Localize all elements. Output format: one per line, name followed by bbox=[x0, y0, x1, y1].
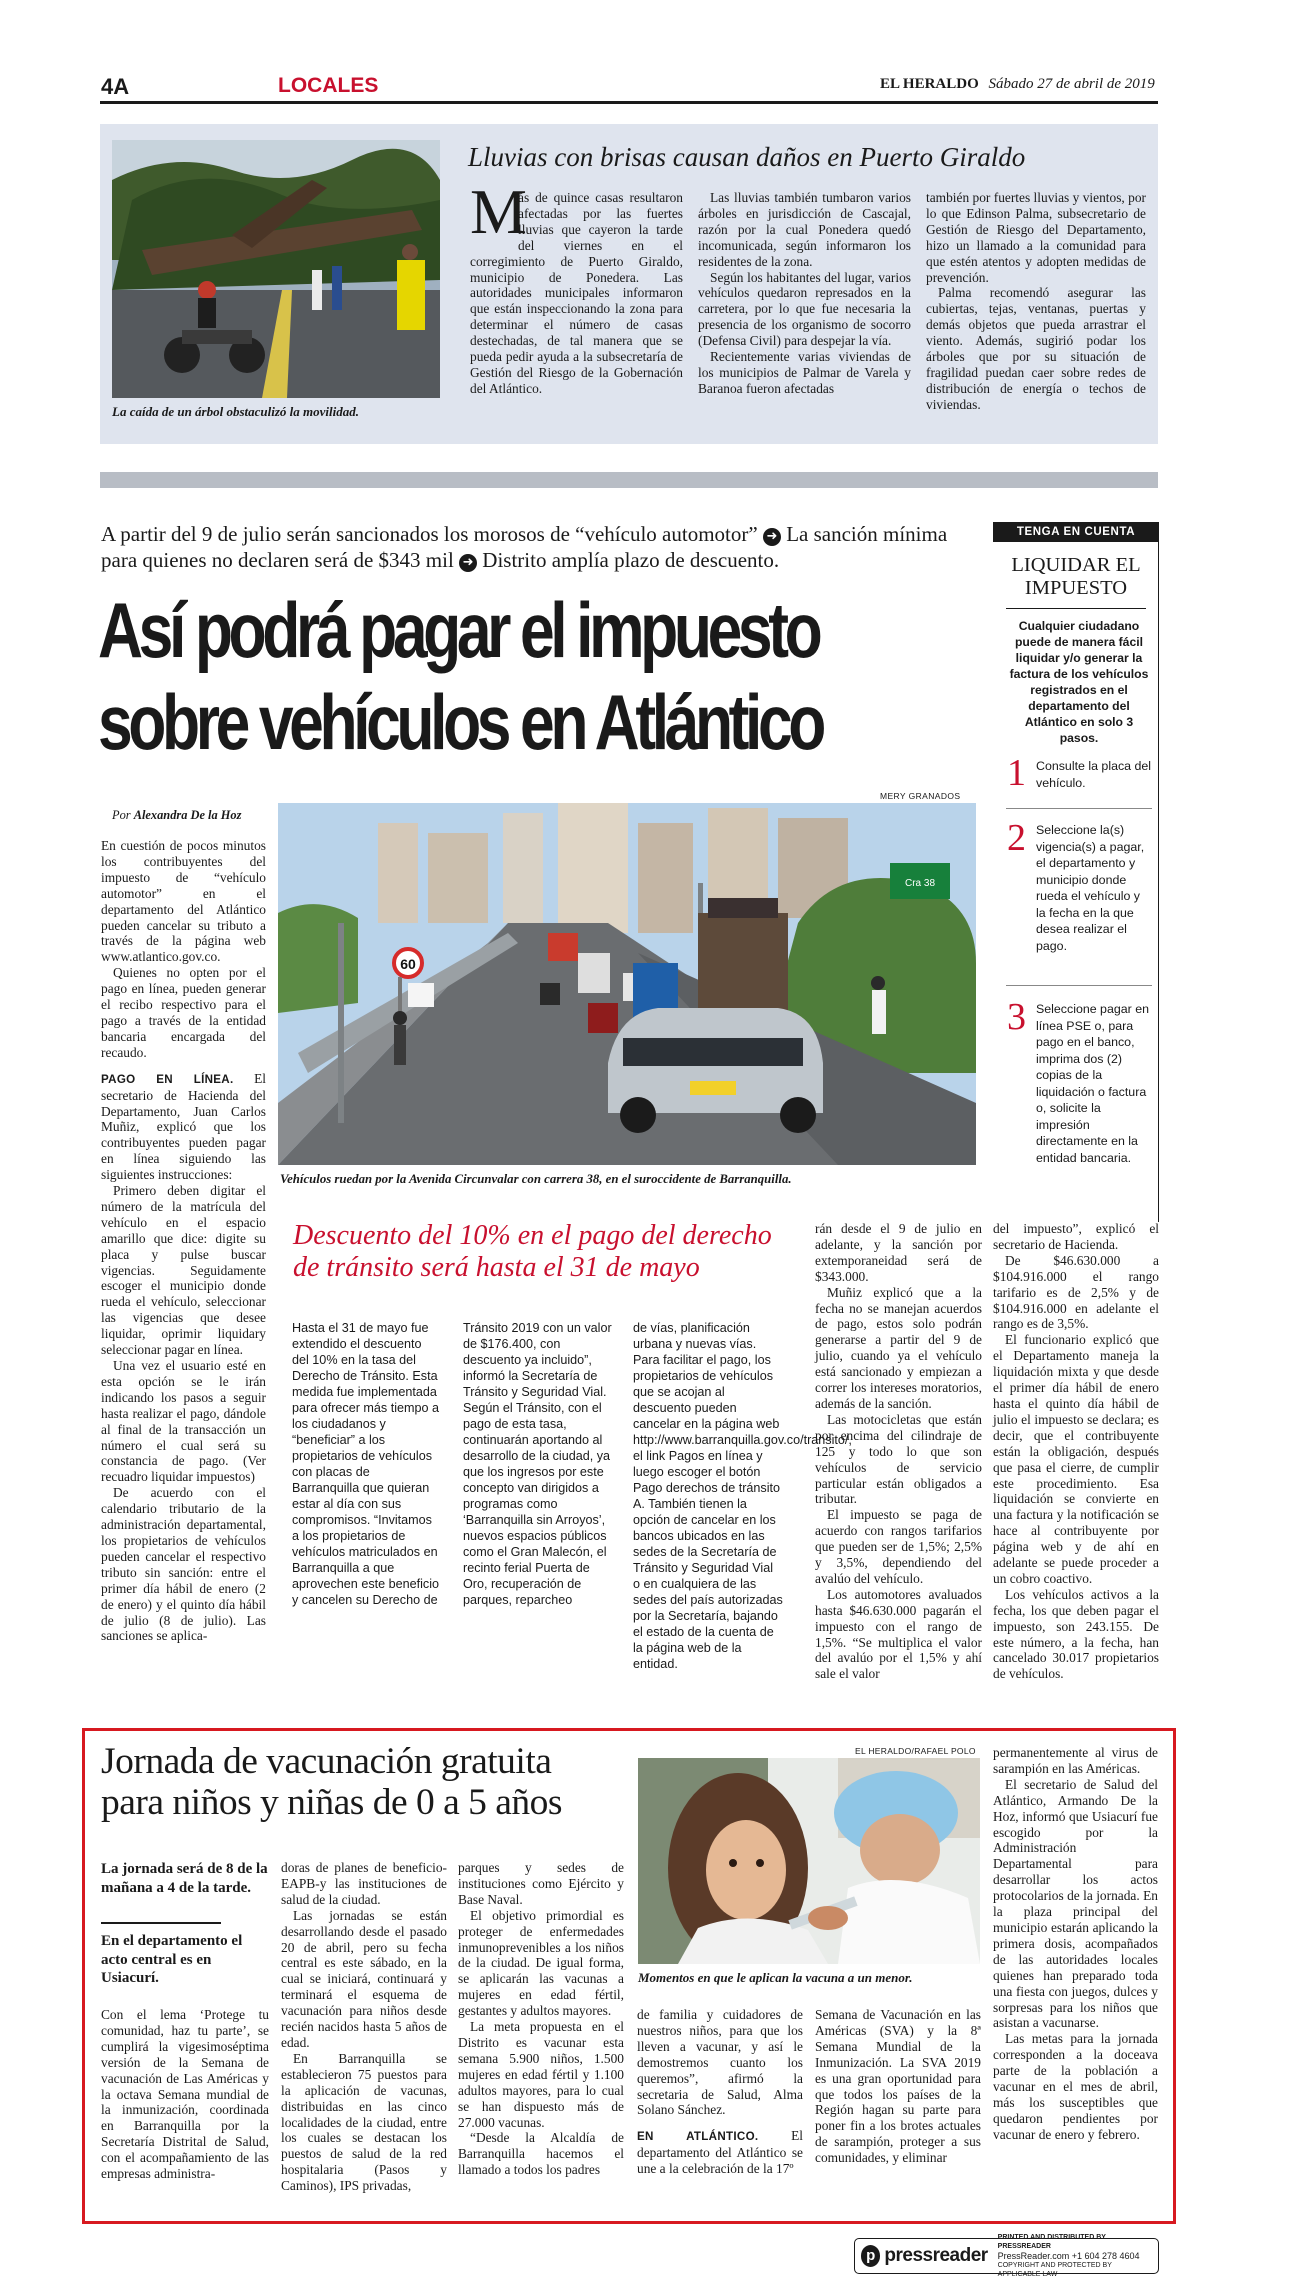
tax-headline-line-2: sobre vehículos en Atlántico bbox=[98, 678, 823, 766]
vaccine-photo-caption: Momentos en que le aplican la vacuna a un menor. bbox=[638, 1970, 913, 1985]
vaccine-col-3-para-2: El objetivo primordial es proteger de enfermedades inmunoprevenibles a los niños de la ciudad. De igual forma, se aplicarán las vacunas a mujeres en edad fértil, gestantes y adultos mayores. bbox=[458, 1907, 624, 2019]
arrow-icon: ➜ bbox=[763, 528, 781, 546]
tax-photo-credit: MERY GRANADOS bbox=[880, 791, 961, 801]
discount-subheadline-line-1: Descuento del 10% en el pago del derecho bbox=[293, 1220, 772, 1251]
tax-deck-a: A partir del 9 de julio serán sancionados los morosos de “vehículo automotor” bbox=[101, 522, 758, 546]
tax-col-1-para-5: Una vez el usuario esté en esta opción se le irán indicando los pasos a seguir hasta realizar el pago, dándole al final de la transacción un número el cual será su constancia de pago. (Ver recuadro liquidar impuestos) bbox=[101, 1358, 266, 1485]
page-number: 4A bbox=[101, 74, 130, 99]
tax-byline bbox=[112, 808, 241, 823]
vaccine-col-5 bbox=[815, 2007, 981, 2207]
tax-col-5-para-2: De $46.630.000 a $104.916.000 el rango tarifario es de 2,5% y de $104.916.000 en adelante el rango es de 3,5%. bbox=[993, 1252, 1159, 1332]
discount-col-1: Hasta el 31 de mayo fue extendido el descuento del 10% en la tasa del Derecho de Tránsito. Esta medida fue implementada para ofrecer más tiempo a los ciudadanos y “beneficiar” a los propietarios de vehículos con placas de Barranquilla que quieran estar al día con sus compromisos. “Invitamos a los propietarios de vehículos matriculados en Barranquilla a que aprovechen este beneficio y cancelen su Derecho de bbox=[292, 1321, 440, 1607]
tax-deck-c: Distrito amplía plazo de descuento. bbox=[482, 548, 780, 572]
pressreader-line-1: PRINTED AND DISTRIBUTED BY PRESSREADER bbox=[997, 2234, 1106, 2250]
sidebar-step-rule bbox=[1006, 985, 1152, 986]
vaccine-headline-line-2: para niños y niñas de 0 a 5 años bbox=[101, 1782, 562, 1823]
tax-col-1-para-1: En cuestión de pocos minutos los contribuyentes del impuesto de “vehículo automotor” en el departamento del Atlántico pueden cancelar su tributo a través de la página web www.atlantico.gov.co. bbox=[101, 838, 266, 965]
pressreader-line-3: COPYRIGHT AND PROTECTED BY APPLICABLE LAW bbox=[997, 2262, 1112, 2278]
vaccine-headline bbox=[101, 1741, 562, 1823]
tax-col-4-para-5: Los automotores avaluados hasta $46.630.000 pagarán el impuesto con el rango de 1,5%. “Se multiplica el valor del avalúo por el 1,5% y ahí sale el valor bbox=[815, 1586, 982, 1682]
vaccine-photo-credit: EL HERALDO/RAFAEL POLO bbox=[855, 1746, 976, 1756]
pago-en-linea-kicker: PAGO EN LÍNEA. bbox=[101, 1072, 234, 1086]
section-divider-bar bbox=[100, 472, 1158, 488]
tax-col-5-para-4: Los vehículos activos a la fecha, los que deben pagar el impuesto, son 243.155. De este número, a la fecha, han cancelado 30.017 propietarios de vehículos. bbox=[993, 1586, 1159, 1682]
tax-col-4 bbox=[815, 1221, 982, 1701]
step-2-number: 2 bbox=[1007, 817, 1026, 859]
vaccine-highlight-2: En el departamento el acto central es en Usiacurí. bbox=[101, 1933, 243, 1986]
vaccine-col-1-para-1: Con el lema ‘Protege tu comunidad, haz tu parte’, se cumplirá la vigesimoséptima versión de la Semana de vacunación de Las Américas y la octava Semana mundial de la inmunización, coordinada en Barranquilla por la Secretaría Distrital de Salud, con el acompañamiento de las empresas administra- bbox=[101, 2007, 269, 2182]
vaccine-col-1 bbox=[101, 2007, 269, 2207]
step-1-text: Consulte la placa del vehículo. bbox=[1036, 759, 1152, 790]
sidebar-title-line-1: LIQUIDAR EL bbox=[1011, 554, 1141, 576]
vaccine-col-3-para-1: parques y sedes de instituciones como Ejército y Base Naval. bbox=[458, 1860, 624, 1907]
tax-col-1-para-3 bbox=[101, 1071, 266, 1183]
header-rule bbox=[100, 101, 1158, 104]
vaccine-headline-line-1: Jornada de vacunación gratuita bbox=[101, 1741, 552, 1782]
vaccine-col-6-para-2: El secretario de Salud del Atlántico, Armando De la Hoz, informó que Usiacurí fue escogido por la Administración Departamental para desarrollar los actos protocolarios de la jornada. En la plaza principal del municipio estarán aplicando la primera dosis, acompañados de las autoridades locales quienes han preparado toda una fiesta con juegos, dulces y sorpresas para los niños que asistan a vacunarse. bbox=[993, 1776, 1158, 2031]
step-3-text: Seleccione pagar en línea PSE o, para pago en el banco, imprima dos (2) copias de la liquidación o factura o, solicite la impresión directamente en la entidad bancaria. bbox=[1036, 1002, 1149, 1165]
vaccine-col-4 bbox=[637, 2007, 803, 2207]
discount-subheadline-line-2: de tránsito será hasta el 31 de mayo bbox=[293, 1252, 700, 1283]
sidebar-title-line-2: IMPUESTO bbox=[1024, 577, 1128, 599]
pressreader-logo-icon: p bbox=[861, 2245, 880, 2267]
en-atlantico-kicker: EN ATLÁNTICO. bbox=[637, 2130, 759, 2144]
section-label: LOCALES bbox=[278, 74, 379, 97]
tax-col-1-para-6: De acuerdo con el calendario tributario de la administración departamental, los propietarios de vehículos pueden cancelar el respectivo tributo sin sanción: entre el primer día hábil de enero (2 de enero) y el quinto día hábil de julio (8 de julio). Las sanciones se aplica- bbox=[101, 1485, 266, 1644]
vaccine-highlight-rule bbox=[101, 1922, 221, 1924]
rain-col-3 bbox=[926, 190, 1146, 430]
byline-author: Alexandra De la Hoz bbox=[133, 808, 242, 822]
fallen-tree-image bbox=[112, 140, 440, 398]
vaccine-col-6-para-1: permanentemente al virus de sarampión en las Américas. bbox=[993, 1745, 1158, 1776]
tax-col-1-para-2: Quienes no opten por el pago en línea, pueden generar el recibo respectivo para el pago a través de la entidad bancaria encargada del recaudo. bbox=[101, 965, 266, 1060]
sidebar-tag: TENGA EN CUENTA bbox=[993, 522, 1159, 542]
step-1-number: 1 bbox=[1007, 752, 1026, 794]
discount-subheadline bbox=[293, 1220, 772, 1284]
tax-headline-line-1: Así podrá pagar el impuesto bbox=[98, 586, 819, 674]
vaccination-image bbox=[638, 1758, 980, 1964]
vaccine-col-2-para-3: En Barranquilla se establecieron 75 puestos para la aplicación de vacunas, distribuidas en las cinco localidades de la ciudad, entre los cuales se destacan los puestos de salud de la red hospitalaria (Pasos y Caminos), IPS privadas, bbox=[281, 2050, 447, 2194]
rain-col-2-para-3: Recientemente varias viviendas de los municipios de Palmar de Varela y Baranoa fueron afectadas bbox=[698, 349, 911, 396]
rain-col-3-para-2: Palma recomendó asegurar las cubiertas, tejas, ventanas, puertas y demás objetos que pueda arrastrar el viento. Además, sugirió podar los árboles que por su situación de fragilidad puedan caer sobre redes de distribución de energía o techos de viviendas. bbox=[926, 285, 1146, 412]
en-atlantico-text: El departamento del Atlántico se une a la celebración de la 17º bbox=[637, 2128, 803, 2177]
road-sign: Cra 38 bbox=[904, 878, 936, 889]
pressreader-logo-text: pressreader bbox=[884, 2245, 988, 2266]
vaccine-col-3 bbox=[458, 1860, 624, 2210]
pressreader-info bbox=[998, 2233, 1152, 2279]
discount-col-3: de vías, planificación urbana y nuevas vías. Para facilitar el pago, los propietarios de vehículos que se acojan al descuento pueden cancelar en la página web http://www.barranquilla.gov.co/transito/, el link Pagos en línea y luego escoger el botón Pago derechos de tránsito A. También tienen la opción de cancelar en los bancos ubicados en las sedes de la Secretaría de Tránsito y Seguridad Vial o en cualquiera de las sedes del país autorizadas por la Secretaría, bajando el estado de la cuenta de la página web de la entidad. bbox=[633, 1321, 852, 1671]
tax-col-5-para-1: del impuesto”, explicó el secretario de Hacienda. bbox=[993, 1221, 1159, 1252]
tax-col-5 bbox=[993, 1221, 1159, 1701]
rain-dropcap: M bbox=[470, 176, 527, 247]
vaccine-col-3-para-4: “Desde la Alcaldía de Barranquilla hacemos el llamado a todos los padres bbox=[458, 2130, 624, 2178]
avenue-traffic-image bbox=[278, 803, 976, 1165]
sidebar-title-rule bbox=[1006, 608, 1146, 609]
tax-col-4-para-2: Muñiz explicó que a la fecha no se manejan acuerdos de pago, estos solo podrán generarse a partir del 9 de julio, cuando ya el vehículo está sancionado y empiezan a correr los intereses moratorios, además de la sanción. bbox=[815, 1284, 982, 1411]
vaccine-col-6 bbox=[993, 1745, 1158, 2213]
byline-prefix: Por bbox=[112, 808, 131, 822]
tax-col-1-para-4: Primero deben digitar el número de la matrícula del vehículo en el espacio amarillo que dice: digite su placa y pulse buscar vigencias. Seguidamente escoger el municipio donde rueda el vehículo, seleccionar las vigencias que desee liquidar, oprimir liquidary seleccionar pagar en línea. bbox=[101, 1183, 266, 1358]
sidebar-step-rule bbox=[1006, 808, 1152, 809]
vaccine-col-4-para-2 bbox=[637, 2128, 803, 2177]
rain-col-2-para-1: Las lluvias también tumbaron varios árboles en jurisdicción de Cascajal, razón por la cual Ponedera quedó incomunicada, según informaron los residentes de la zona. bbox=[698, 190, 911, 269]
fallen-tree-photo bbox=[112, 140, 440, 398]
avenue-photo bbox=[278, 803, 976, 1165]
vaccine-photo bbox=[638, 1758, 980, 1964]
rain-col-2 bbox=[698, 190, 911, 430]
tax-col-4-para-4: El impuesto se paga de acuerdo con rangos tarifarios que pueden ser de 1,5%; 2,5% y 3,5%, dependiendo del avalúo del vehículo. bbox=[815, 1507, 982, 1586]
rain-headline: Lluvias con brisas causan daños en Puerto Giraldo bbox=[468, 142, 1026, 172]
pressreader-line-2: PressReader.com +1 604 278 4604 bbox=[997, 2251, 1140, 2261]
rain-col-2-para-2: Según los habitantes del lugar, varios vehículos quedaron represados en la carretera, por lo que fue necesaria la presencia de los organismo de socorro (Defensa Civil) para despejar la vía. bbox=[698, 269, 911, 349]
sidebar-intro: Cualquier ciudadano puede de manera fácil liquidar y/o generar la factura de los vehículos registrados en el departamento del Atlántico en solo 3 pasos. bbox=[1009, 619, 1149, 745]
pago-en-linea-text: El secretario de Hacienda del Departamento, Juan Carlos Muñiz, explicó que los contribuyentes pueden pagar en línea siguiendo las siguientes instrucciones: bbox=[101, 1070, 266, 1183]
tax-col-5-para-3: El funcionario explicó que el Departamento maneja la liquidación mixta y que desde el primer día hábil de enero hasta el quinto día hábil de julio el impuesto se declara; es decir, que el contribuyente están la obligación, después que pasa el cierre, de cumplir este procedimiento. Esa liquidación se convierte en una factura y la notificación se hace al contribuyente por página web y de ahí en adelante se puede proceder a un cobro coactivo. bbox=[993, 1332, 1159, 1586]
speed-limit-sign: 60 bbox=[400, 956, 416, 972]
tax-deck-b: La sanción mínima para quienes no declaren será de $343 mil bbox=[101, 522, 948, 572]
rain-photo-caption: La caída de un árbol obstaculizó la movilidad. bbox=[112, 404, 360, 419]
tax-deck bbox=[101, 521, 981, 573]
tax-col-1 bbox=[101, 838, 266, 1700]
masthead-date bbox=[880, 76, 1155, 93]
rain-col-1-text: ás de quince casas resultaron afectadas por las fuertes lluvias que cayeron la tarde del viernes en el corregimiento de Puerto Giraldo, municipio de Ponedera. Las autoridades municipales informaron que están inspeccionando la zona para determinar el número de casas destechadas, de tal manera que se pueda pedir ayuda a la subsecretaría de Gestión del Riesgo de la Gobernación del Atlántico. bbox=[470, 190, 683, 396]
arrow-icon: ➜ bbox=[459, 554, 477, 572]
rain-col-3-para-1: también por fuertes lluvias y vientos, por lo que Edinson Palma, subsecretario de Gestión de Riesgo del Departamento, hizo un llamado a la comunidad para que estén atentos y adopten medidas de prevención. bbox=[926, 190, 1146, 285]
vaccine-col-3-para-3: La meta propuesta en el Distrito es vacunar esta semana 5.900 niños, 1.500 mujeres en edad fértil y 1.100 adultos mayores, para lo cual se han dispuesto más de 27.000 vacunas. bbox=[458, 2019, 624, 2130]
paper-name: EL HERALDO bbox=[880, 76, 979, 92]
step-2-text: Seleccione la(s) vigencia(s) a pagar, el departamento y municipio donde rueda el vehículo y la fecha en la que desea realizar el pago. bbox=[1036, 823, 1145, 953]
tax-col-4-para-3: Las motocicletas que están por encima del cilindraje de 125 y todo lo que son vehículos de servicio particular están obligados a tributar. bbox=[815, 1411, 982, 1507]
vaccine-col-2 bbox=[281, 1860, 447, 2210]
tax-col-4-para-1: rán desde el 9 de julio en adelante, y la sanción por extemporaneidad será de $343.000. bbox=[815, 1221, 982, 1284]
avenue-photo-caption: Vehículos ruedan por la Avenida Circunvalar con carrera 38, en el suroccidente de Barranquilla. bbox=[280, 1172, 792, 1186]
discount-col-2: Tránsito 2019 con un valor de $176.400, con descuento ya incluido”, informó la Secretaría de Tránsito y Seguridad Vial. Según el Tránsito, con el pago de esta tasa, continuarán aportando al desarrollo de la ciudad, ya que los ingresos por este concepto van dirigidos a programas como ‘Barranquilla sin Arroyos’, nuevos espacios públicos como el Gran Malecón, el recinto ferial Puerta de Oro, recuperación de parques, reparcheo bbox=[463, 1321, 612, 1607]
issue-date: Sábado 27 de abril de 2019 bbox=[988, 76, 1155, 92]
vaccine-col-6-para-3: Las metas para la jornada corresponden a la doceava parte de la población a vacunar en el mes de abril, más los susceptibles que quedaron pendientes por vacunar de enero y febrero. bbox=[993, 2031, 1158, 2142]
rain-col-1 bbox=[470, 190, 683, 430]
vaccine-highlight-1: La jornada será de 8 de la mañana a 4 de la tarde. bbox=[101, 1861, 268, 1896]
tax-headline bbox=[98, 584, 822, 768]
pressreader-badge[interactable] bbox=[854, 2234, 1159, 2278]
vaccine-col-2-para-1: doras de planes de beneficio-EAPB-y las instituciones de salud de la ciudad. bbox=[281, 1860, 447, 1907]
step-3-number: 3 bbox=[1007, 996, 1026, 1038]
vaccine-col-4-para-1: de familia y cuidadores de nuestros niños, para que los lleven a vacunar, y así le demostremos cuanto los queremos”, afirmó la secretaria de Salud, Alma Solano Sánchez. bbox=[637, 2007, 803, 2118]
sidebar-title bbox=[993, 554, 1159, 600]
vaccine-col-5-para-1: Semana de Vacunación en las Américas (SVA) y la 8ª Semana Mundial de la Inmunización. La SVA 2019 es una gran oportunidad para que todos los países de la Región hagan su parte para poner fin a los brotes actuales de sarampión, proteger a sus comunidades, y eliminar bbox=[815, 2007, 981, 2166]
vaccine-col-2-para-2: Las jornadas se están desarrollando desde el pasado 20 de abril, pero su fecha central es este sábado, en la cual se iniciará, continuará y terminará el esquema de vacunación para niños desde recién nacidos hasta 5 años de edad. bbox=[281, 1907, 447, 2050]
